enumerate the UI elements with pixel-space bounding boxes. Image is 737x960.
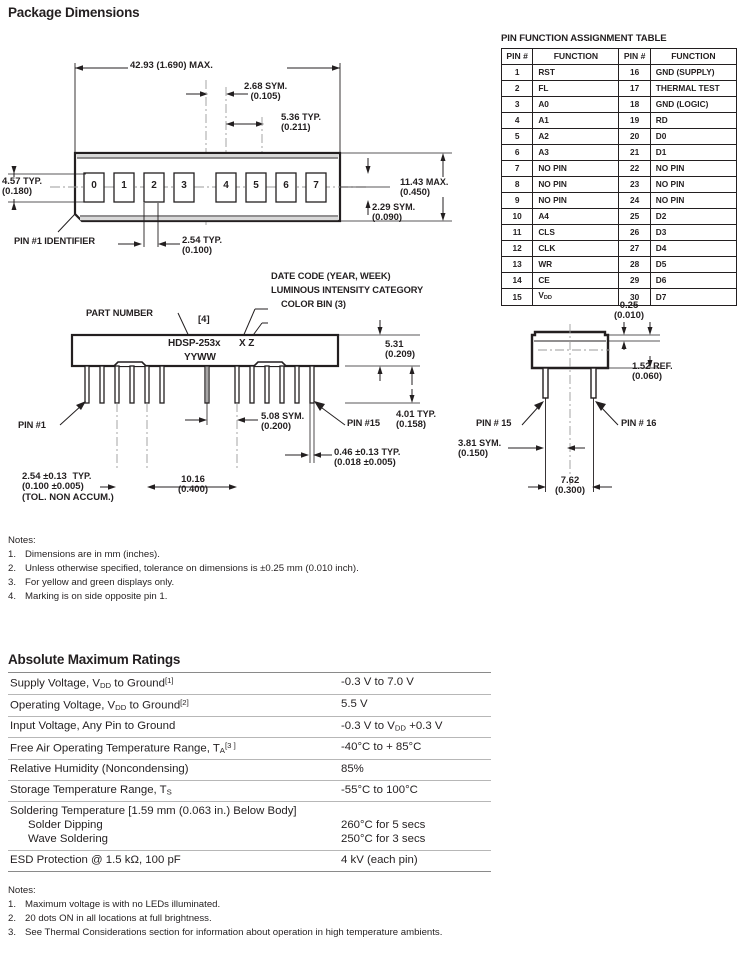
pin-function-left: $V_{DD}$: [533, 289, 619, 306]
pin-table-row: [502, 129, 737, 145]
dim-11-43: 11.43 MAX. (0.450): [400, 177, 449, 199]
ratings-value: [333, 802, 491, 851]
pin-table-row: [502, 241, 737, 257]
ratings-notes: [8, 884, 491, 940]
ratings-parameter: ESD Protection @ 1.5 kΩ, 100 pF: [8, 850, 333, 871]
pin-table-header-function-2: FUNCTION: [650, 49, 736, 65]
pin-number-left: 7: [502, 161, 533, 177]
pin-function-left: A0: [533, 97, 619, 113]
pin-number-right: 22: [619, 161, 650, 177]
ratings-parameter: Storage Temperature Range, $T_S$: [8, 781, 333, 802]
pin-number-left: 12: [502, 241, 533, 257]
wave-soldering-label: Wave Soldering: [28, 833, 108, 845]
ratings-value: 5.5 V: [333, 695, 491, 717]
note-text: Dimensions are in mm (inches).: [25, 548, 160, 560]
pin-function-right: NO PIN: [650, 161, 736, 177]
note-text: Unless otherwise specified, tolerance on dimensions is ±0.25 mm (0.010 inch).: [25, 562, 359, 574]
end-view-svg: [460, 300, 737, 530]
pin-function-right: D2: [650, 209, 736, 225]
pin-number-left: 13: [502, 257, 533, 273]
dim-7-62: 7.62 (0.300): [554, 475, 586, 497]
pin16-label-end: PIN # 16: [621, 418, 657, 428]
marking-bin-codes: X Z: [239, 338, 255, 349]
pin-function-left: NO PIN: [533, 193, 619, 209]
ratings-row: [8, 695, 491, 717]
ratings-row: [8, 717, 491, 738]
note-number: 1.: [8, 548, 17, 560]
ratings-value: 85%: [333, 760, 491, 781]
pin-number-left: 6: [502, 145, 533, 161]
ratings-parameter: Input Voltage, Any Pin to Ground: [8, 717, 333, 738]
note-number: 4.: [8, 590, 17, 602]
pin1-label-side: PIN #1: [18, 420, 46, 430]
ratings-row: [8, 673, 491, 695]
pin-function-left: A3: [533, 145, 619, 161]
pin-table-row: [502, 65, 737, 81]
solder-title: Soldering Temperature [1.59 mm (0.063 in.) Below Body]: [10, 805, 297, 818]
dim-overall-length-value: 42.93 (1.690): [130, 60, 187, 71]
pin-number-right: 18: [619, 97, 650, 113]
ratings-value: -0.3 V to $V_{DD} +0.3$ V: [333, 717, 491, 738]
ratings-parameter: Supply Voltage, $V_{DD}$ to Ground[1]: [8, 673, 333, 695]
pin-number-right: 26: [619, 225, 650, 241]
ratings-row: [8, 760, 491, 781]
pin-function-left: RST: [533, 65, 619, 81]
package-notes: [8, 534, 478, 604]
ratings-value: 4 kV (each pin): [333, 850, 491, 871]
dim-overall-length-note: MAX.: [189, 60, 213, 71]
marking-date-code: YYWW: [184, 352, 216, 363]
dim-5-31: 5.31 (0.209): [385, 339, 416, 361]
pin-function-left: A4: [533, 209, 619, 225]
dim-2-29: 2.29 SYM. (0.090): [372, 202, 416, 224]
pin-table-row: [502, 273, 737, 289]
marking-part-number: HDSP-253x: [168, 338, 221, 349]
pin-number-right: 29: [619, 273, 650, 289]
note-item: [8, 576, 478, 590]
callout-color-bin: COLOR BIN (3): [281, 299, 346, 309]
pin-number-right: 16: [619, 65, 650, 81]
pin-number-right: 19: [619, 113, 650, 129]
pin-function-left: NO PIN: [533, 161, 619, 177]
pin-table-row: [502, 257, 737, 273]
pin-number-right: 17: [619, 81, 650, 97]
pin-table-row: [502, 161, 737, 177]
pin-function-left: WR: [533, 257, 619, 273]
note-item: [8, 590, 478, 604]
note-item: [8, 898, 491, 912]
dim-0-25: 0.25 (0.010): [613, 300, 645, 322]
pin-number-left: 3: [502, 97, 533, 113]
pin15-label-side: PIN #15: [347, 418, 380, 428]
note-number: 3.: [8, 926, 17, 938]
ratings-parameter: [8, 802, 333, 851]
pin-function-right: GND (LOGIC): [650, 97, 736, 113]
pin-table-row: [502, 193, 737, 209]
pin-function-left: FL: [533, 81, 619, 97]
pin-number-left: 15: [502, 289, 533, 306]
note-item: [8, 548, 478, 562]
pin-function-right: D1: [650, 145, 736, 161]
note-item: [8, 912, 491, 926]
pin-function-left: NO PIN: [533, 177, 619, 193]
side-view-diagram: [0, 265, 470, 530]
digit-7: 7: [313, 180, 319, 191]
pin1-identifier-label: PIN #1 IDENTIFIER: [14, 236, 95, 246]
pin-function-left: CE: [533, 273, 619, 289]
note-text: See Thermal Considerations section for information about operation in high temperature ambients.: [25, 926, 443, 938]
pin-function-right: RD: [650, 113, 736, 129]
note-number: 2.: [8, 562, 17, 574]
pin15-label-end: PIN # 15: [476, 418, 512, 428]
dim-1-52: 1.52 REF. (0.060): [632, 361, 673, 383]
ratings-row-esd: [8, 850, 491, 871]
end-view-diagram: [460, 300, 737, 530]
dim-10-16: 10.16 (0.400): [177, 474, 209, 496]
pin-table-header-pin-1: PIN #: [502, 49, 533, 65]
ratings-value: -40°C to + 85°C: [333, 738, 491, 760]
pin-number-left: 9: [502, 193, 533, 209]
note-ref-4: [4]: [198, 314, 210, 325]
pin-function-right: D4: [650, 241, 736, 257]
pin-function-right: GND (SUPPLY): [650, 65, 736, 81]
dim-2-54-top: 2.54 TYP. (0.100): [182, 235, 222, 257]
pin-number-left: 14: [502, 273, 533, 289]
pin-table-row: [502, 81, 737, 97]
pin-function-right: D6: [650, 273, 736, 289]
note-number: 1.: [8, 898, 17, 910]
pin-function-right: THERMAL TEST: [650, 81, 736, 97]
pin-function-right: NO PIN: [650, 193, 736, 209]
dim-3-81: 3.81 SYM. (0.150): [458, 438, 502, 460]
pin-function-table-block: [501, 33, 737, 322]
pin-table-row: [502, 145, 737, 161]
pin-number-right: 23: [619, 177, 650, 193]
pin-function-right: D3: [650, 225, 736, 241]
dim-0-46: 0.46 ±0.13 TYP. (0.018 ±0.005): [334, 447, 401, 469]
digit-5: 5: [253, 180, 259, 191]
pin-function-right: D7: [650, 289, 736, 306]
pin-number-right: 27: [619, 241, 650, 257]
pin-function-left: CLK: [533, 241, 619, 257]
note-number: 2.: [8, 912, 17, 924]
pin-number-left: 5: [502, 129, 533, 145]
dim-5-08: 5.08 SYM. (0.200): [261, 411, 305, 433]
pin-table-header-function-1: FUNCTION: [533, 49, 619, 65]
ratings-row: [8, 738, 491, 760]
pin-function-right: NO PIN: [650, 177, 736, 193]
solder-dipping-value: 260°C for 5 secs: [341, 819, 426, 832]
pin-number-left: 1: [502, 65, 533, 81]
pin-number-right: 20: [619, 129, 650, 145]
pin-number-right: 30: [619, 289, 650, 306]
digit-0: 0: [91, 180, 97, 191]
package-notes-header: Notes:: [8, 535, 36, 546]
ratings-notes-header: Notes:: [8, 885, 36, 896]
dim-overall-length: [130, 61, 213, 71]
callout-date-code: DATE CODE (YEAR, WEEK): [271, 271, 391, 281]
pin-table-row: [502, 113, 737, 129]
pin-function-left: A1: [533, 113, 619, 129]
solder-dipping-label: Solder Dipping: [28, 819, 103, 832]
pin-number-right: 28: [619, 257, 650, 273]
digit-4: 4: [223, 180, 229, 191]
ratings-title: Absolute Maximum Ratings: [8, 652, 181, 667]
ratings-parameter: Free Air Operating Temperature Range, $T_A[3 ]$: [8, 738, 333, 760]
dim-5-36: 5.36 TYP. (0.211): [281, 112, 321, 134]
ratings-value: -55°C to 100°C: [333, 781, 491, 802]
pin-number-left: 4: [502, 113, 533, 129]
pin-number-right: 21: [619, 145, 650, 161]
ratings-parameter: Operating Voltage, $V_{DD}$ to Ground[2]: [8, 695, 333, 717]
pin-table-row: [502, 225, 737, 241]
pin-table-row: [502, 177, 737, 193]
page-title: Package Dimensions: [8, 5, 140, 20]
wave-soldering-value: 250°C for 3 secs: [341, 833, 426, 845]
pin-table-row: [502, 97, 737, 113]
pin-number-left: 8: [502, 177, 533, 193]
callout-part-number: PART NUMBER: [86, 308, 153, 318]
callout-luminous-intensity: LUMINOUS INTENSITY CATEGORY: [271, 285, 424, 295]
top-view-diagram: [0, 25, 490, 265]
note-text: Marking is on side opposite pin 1.: [25, 590, 168, 602]
pin-table-header-pin-2: PIN #: [619, 49, 650, 65]
digit-2: 2: [151, 180, 157, 191]
dim-4-01: 4.01 TYP. (0.158): [396, 409, 436, 431]
ratings-row-soldering: [8, 802, 491, 851]
top-view-svg: [0, 25, 490, 265]
note-text: 20 dots ON in all locations at full brightness.: [25, 912, 212, 924]
note-text: Maximum voltage is with no LEDs illuminated.: [25, 898, 221, 910]
note-item: [8, 562, 478, 576]
pin-function-left: CLS: [533, 225, 619, 241]
pin-number-left: 2: [502, 81, 533, 97]
digit-3: 3: [181, 180, 187, 191]
absolute-maximum-ratings-block: [8, 652, 491, 872]
ratings-row: [8, 781, 491, 802]
pin-number-left: 11: [502, 225, 533, 241]
ratings-table: [8, 672, 491, 872]
pin-table: [501, 48, 737, 306]
pin-table-header-row: [502, 49, 737, 65]
dim-2-54-side: 2.54 ±0.13 TYP. (0.100 ±0.005) (TOL. NON ACCUM.): [22, 471, 114, 503]
dim-4-57: 4.57 TYP. (0.180): [2, 176, 42, 198]
pin-number-left: 10: [502, 209, 533, 225]
pin-function-left: A2: [533, 129, 619, 145]
pin-function-right: D5: [650, 257, 736, 273]
pin-number-right: 24: [619, 193, 650, 209]
pin-table-title: PIN FUNCTION ASSIGNMENT TABLE: [501, 33, 667, 44]
note-item: [8, 926, 491, 940]
pin-function-right: D0: [650, 129, 736, 145]
dim-2-68: 2.68 SYM. (0.105): [244, 81, 288, 103]
pin-table-row: [502, 209, 737, 225]
note-number: 3.: [8, 576, 17, 588]
digit-1: 1: [121, 180, 127, 191]
digit-6: 6: [283, 180, 289, 191]
note-text: For yellow and green displays only.: [25, 576, 175, 588]
ratings-parameter: Relative Humidity (Noncondensing): [8, 760, 333, 781]
ratings-value: -0.3 V to 7.0 V: [333, 673, 491, 695]
pin-number-right: 25: [619, 209, 650, 225]
